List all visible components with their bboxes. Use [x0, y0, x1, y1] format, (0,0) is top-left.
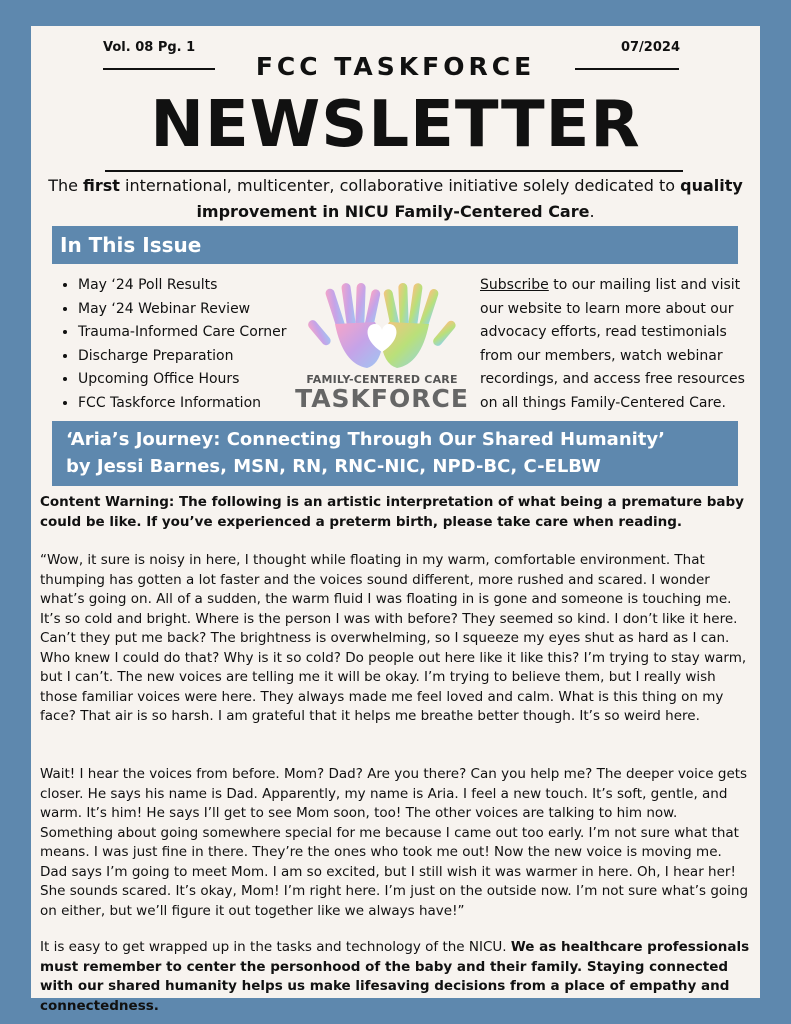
masthead-underline	[105, 170, 683, 172]
issue-date: 07/2024	[620, 40, 680, 55]
issue-contents-list	[51, 274, 287, 415]
logo-title: TASKFORCE	[295, 384, 469, 413]
list-item[interactable]: • FCC Taskforce Information	[78, 392, 287, 416]
hands-heart-icon	[293, 280, 471, 372]
taskforce-logo	[293, 280, 471, 416]
tagline: The first international, multicenter, collaborative initiative solely dedicated to quality improvement in NICU Family-Centered Care.	[48, 176, 743, 221]
logo-subtitle: FAMILY-CENTERED CARE	[306, 373, 458, 386]
list-item[interactable]: • Trauma-Informed Care Corner	[78, 321, 287, 345]
in-this-issue-header: In This Issue	[52, 226, 738, 264]
article-paragraph-1: “Wow, it sure is noisy in here, I thought while floating in my warm, comfortable environment. That thumping has gotten a lot faster and the voices sound different, more rushed and scared. I wonder what’s going on. All of a sudden, the warm fluid I was floating in is gone and someone is touching me. It’s so cold and bright. Where is the person I was with before? They seemed so kind. I don’t like it here. Can’t they put me back? The brightness is overwhelming, so I squeeze my eyes shut as hard as I can. Who knew I could do that? Why is it so cold? Do people out here like it like this? I’m trying to stay warm, but I can’t. The new voices are telling me it will be okay. I’m trying to believe them, but I really wish those familiar voices were here. They always made me feel loved and calm. What is this thing on my face? That air is so harsh. I am grateful that it helps me breathe better though. It’s so weird here.	[40, 552, 747, 724]
article-title: ‘Aria’s Journey: Connecting Through Our Shared Humanity’	[66, 429, 665, 450]
list-item[interactable]: • May ‘24 Poll Results	[78, 274, 287, 298]
list-item[interactable]: • Discharge Preparation	[78, 345, 287, 369]
content-warning: Content Warning: The following is an artistic interpretation of what being a premature baby could be like. If you’ve experienced a preterm birth, please take care when reading.	[40, 494, 744, 530]
masthead-title: NEWSLETTER	[150, 88, 641, 162]
article-header	[52, 421, 738, 486]
subscribe-link[interactable]: Subscribe	[480, 277, 549, 293]
subscribe-blurb: Subscribe to our mailing list and visit our website to learn more about our advocacy efforts, read testimonials from our members, watch webinar recordings, and access free resources on all things Family-Centered Care.	[480, 277, 745, 411]
newsletter-page	[31, 26, 760, 1014]
list-item[interactable]: • May ‘24 Webinar Review	[78, 298, 287, 322]
article-byline: by Jessi Barnes, MSN, RN, RNC-NIC, NPD-BC, C-ELBW	[66, 456, 601, 477]
list-item[interactable]: • Upcoming Office Hours	[78, 368, 287, 392]
brand-title: FCC TASKFORCE	[255, 52, 536, 81]
article-paragraph-2: Wait! I hear the voices from before. Mom? Dad? Are you there? Can you help me? The deeper voice gets closer. He says his name is Dad. Apparently, my name is Aria. I feel a new touch. It’s soft, gentle, and warm. It’s him! He says I’ll get to see Mom soon, too! The other voices are talking to him now. Something about going somewhere special for me because I came out too early. I’m not sure what that means. I was just fine in there. They’re the ones who took me out! Now the new voice is moving me. Dad says I’m going to meet Mom. I am so excited, but I still wish it was warmer in here. Oh, I hear her! She sounds scared. It’s okay, Mom! I’m right here. I’m just on the outside now. I’m not sure what’s going on either, but we’ll figure it out together like we always have!”	[40, 766, 749, 919]
volume-label: Vol. 08 Pg. 1	[103, 40, 196, 55]
article-paragraph-3: It is easy to get wrapped up in the tasks and technology of the NICU. We as healthcare professionals must remember to center the personhood of the baby and their family. Staying connected with our shared humanity helps us make lifesaving decisions from a place of empathy and connectedness.	[40, 939, 750, 1014]
